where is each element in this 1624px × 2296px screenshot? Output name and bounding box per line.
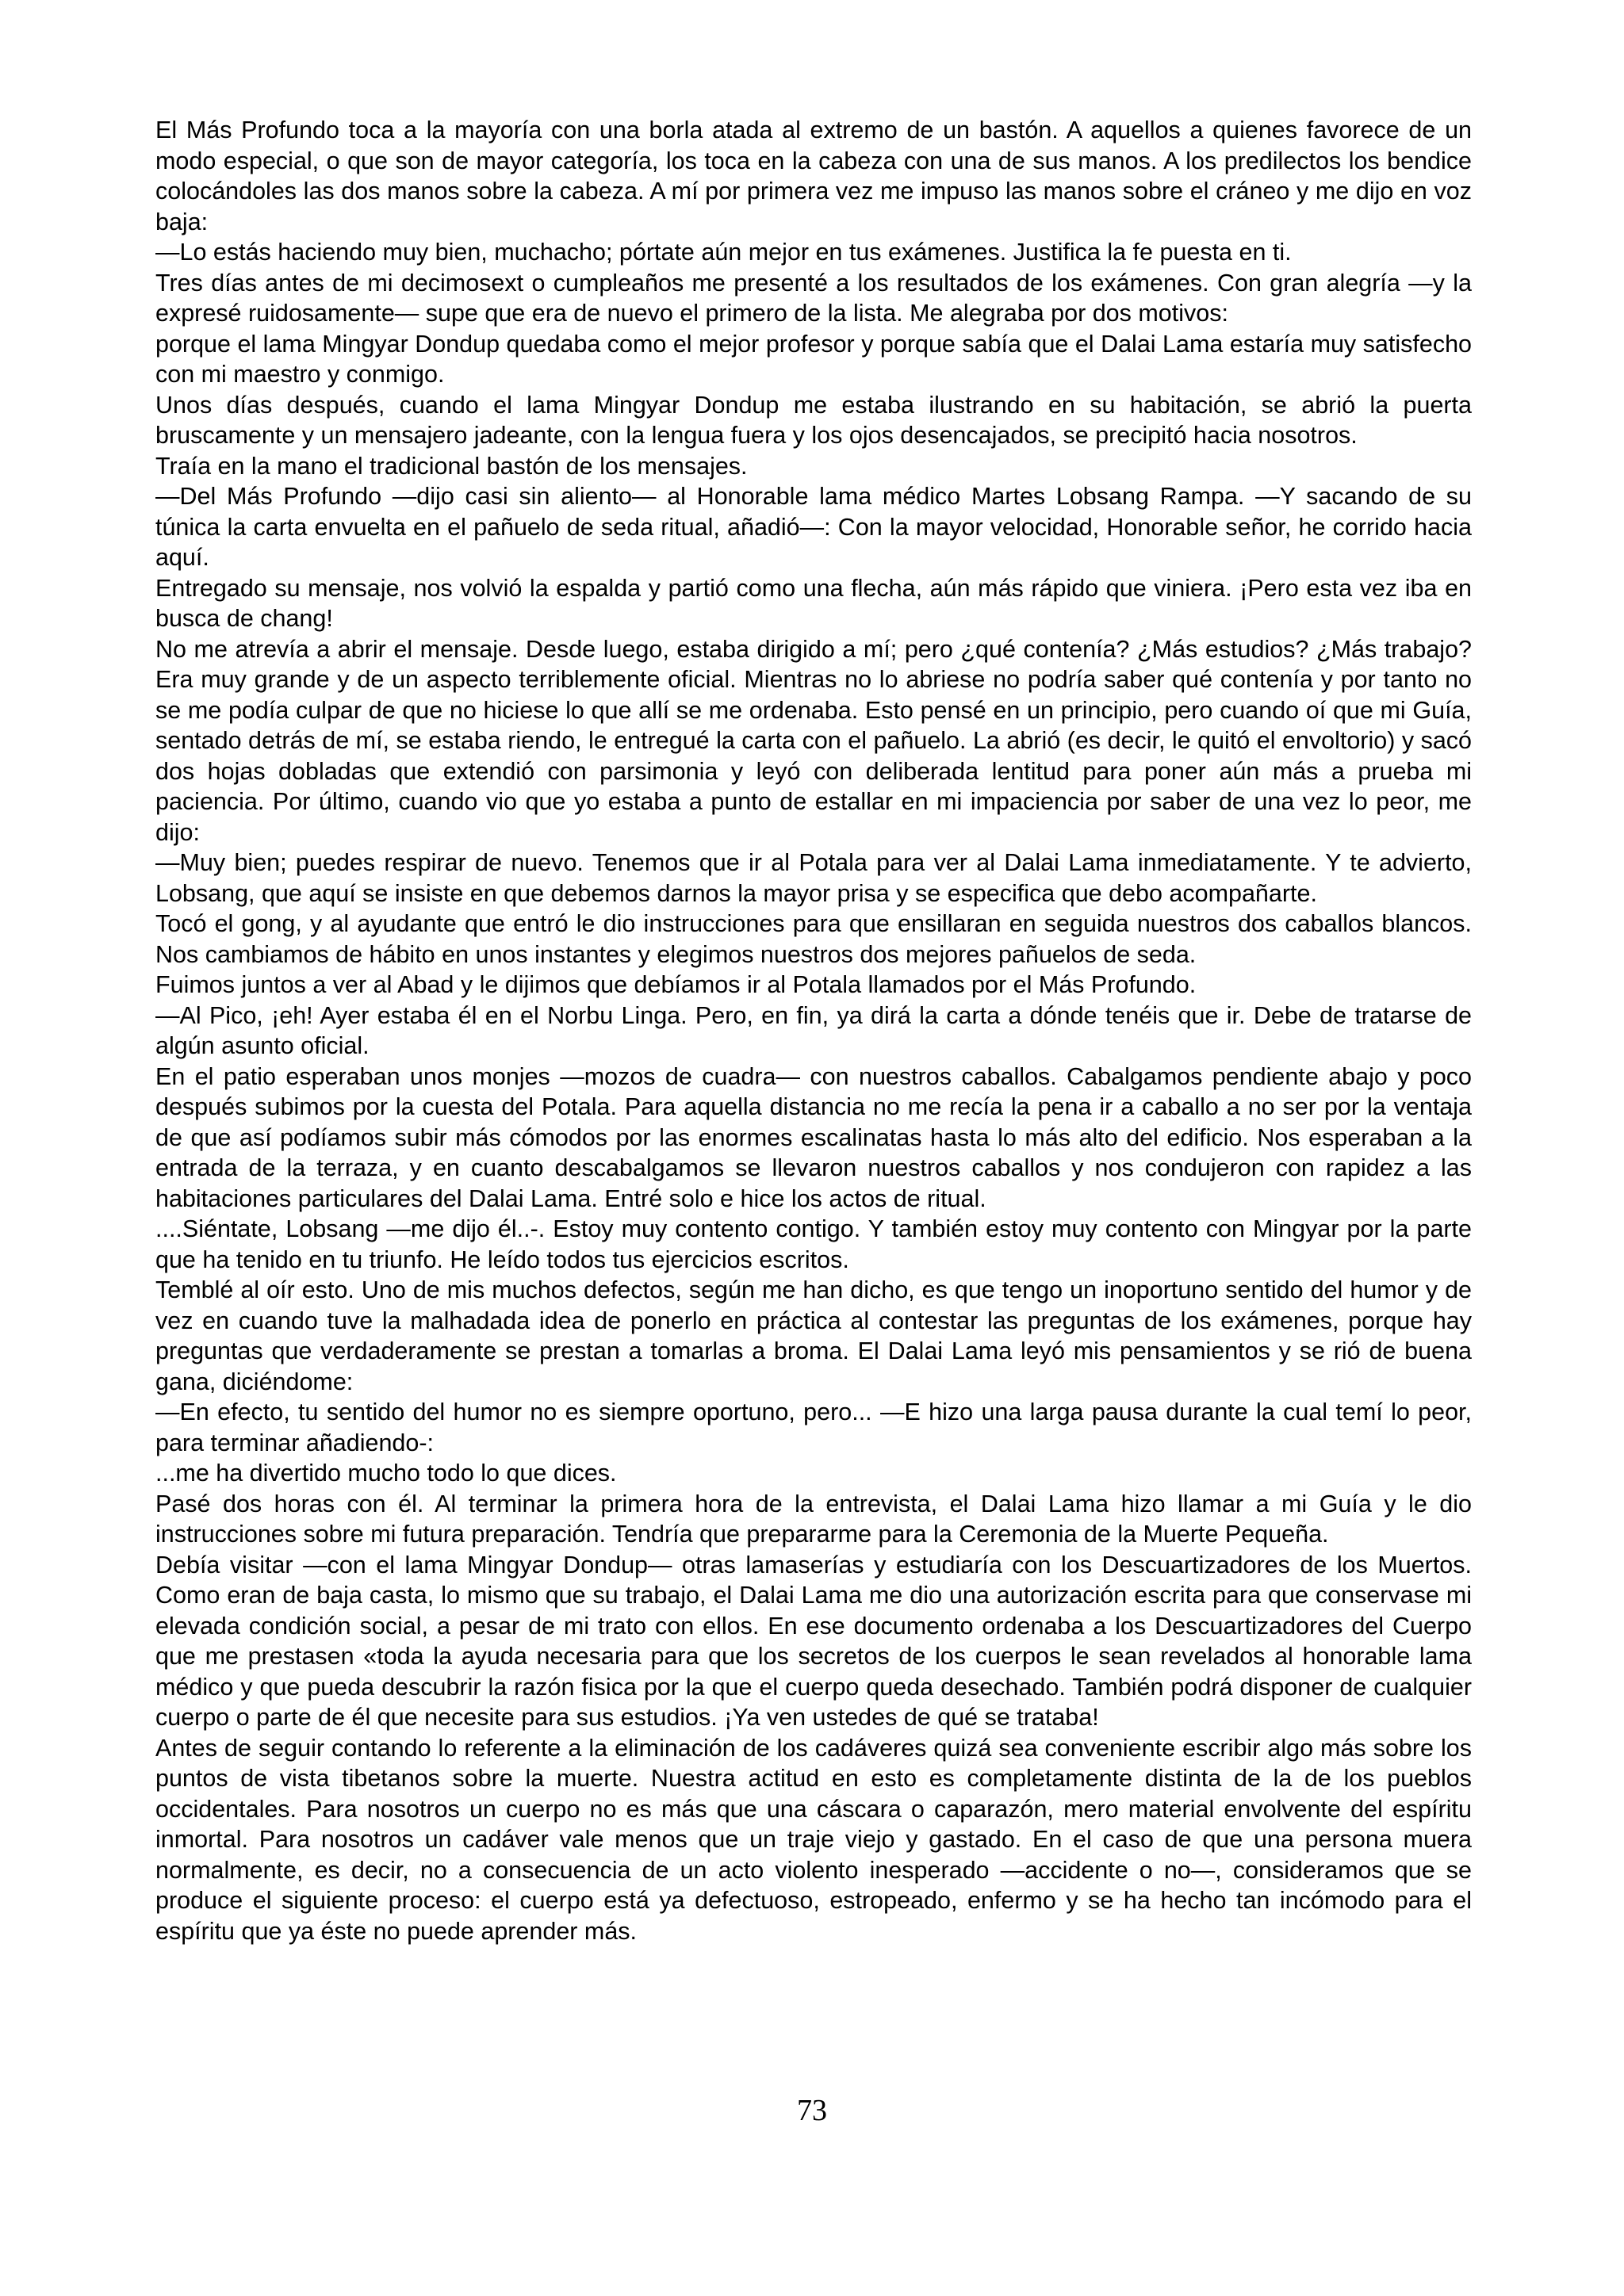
paragraph: —Lo estás haciendo muy bien, muchacho; pórtate aún mejor en tus exámenes. Justifica la fe puesta en ti. bbox=[155, 239, 1292, 266]
paragraph: Tres días antes de mi decimosext o cumpleaños me presenté a los resultados de los exámenes. Con gran alegría —y la expresé ruidosamente— supe que era de nuevo el primero de la lista. Me alegraba por dos motivos: bbox=[155, 269, 1472, 327]
paragraph: Traía en la mano el tradicional bastón de los mensajes. bbox=[155, 452, 748, 480]
paragraph: Tocó el gong, y al ayudante que entró le dio instrucciones para que ensillaran en seguida nuestros dos caballos blancos. Nos cambiamos de hábito en unos instantes y elegimos nuestros dos mejores pañuelos de seda. bbox=[155, 910, 1472, 968]
paragraph: ...me ha divertido mucho todo lo que dices. bbox=[155, 1460, 617, 1487]
paragraph: —Del Más Profundo —dijo casi sin aliento— al Honorable lama médico Martes Lobsang Rampa. —Y sacando de su túnica la carta envuelta en el pañuelo de seda ritual, añadió—: Con la mayor velocidad, Honorable señor, he corrido hacia aquí. bbox=[155, 483, 1472, 571]
paragraph: —Al Pico, ¡eh! Ayer estaba él en el Norbu Linga. Pero, en fin, ya dirá la carta a dónde tenéis que ir. Debe de tratarse de algún asunto oficial. bbox=[155, 1001, 1472, 1059]
paragraph: Pasé dos horas con él. Al terminar la primera hora de la entrevista, el Dalai Lama hizo llamar a mi Guía y le dio instrucciones sobre mi futura preparación. Tendría que prepararme para la Ceremonia de la Muerte Pequeña. bbox=[155, 1490, 1472, 1548]
paragraph: El Más Profundo toca a la mayoría con una borla atada al extremo de un bastón. A aquellos a quienes favorece de un modo especial, o que son de mayor categoría, los toca en la cabeza con una de sus manos. A los predilectos los bendice colocándoles las dos manos sobre la cabeza. A mí por primera vez me impuso las manos sobre el cráneo y me dijo en voz baja: bbox=[155, 117, 1472, 235]
paragraph: Temblé al oír esto. Uno de mis muchos defectos, según me han dicho, es que tengo un inoportuno sentido del humor y de vez en cuando tuve la malhadada idea de ponerlo en práctica al contestar las preguntas de los exámenes, porque hay preguntas que verdaderamente se prestan a tomarlas a broma. El Dalai Lama leyó mis pensamientos y se rió de buena gana, diciéndome: bbox=[155, 1276, 1472, 1395]
paragraph: Debía visitar —con el lama Mingyar Dondup— otras lamaserías y estudiaría con los Descuartizadores de los Muertos. Como eran de baja casta, lo mismo que su trabajo, el Dalai Lama me dio una autorización escrita para que conservase mi elevada condición social, a pesar de mi trato con ellos. En ese documento ordenaba a los Descuartizadores del Cuerpo que me prestasen «toda la ayuda necesaria para que los secretos de los cuerpos le sean revelados al honorable lama médico y que pueda descubrir la razón fisica por la que el cuerpo queda desechado. También podrá disponer de cualquier cuerpo o parte de él que necesite para sus estudios. ¡Ya ven ustedes de qué se trataba! bbox=[155, 1551, 1472, 1731]
paragraph: Fuimos juntos a ver al Abad y le dijimos que debíamos ir al Potala llamados por el Más Profundo. bbox=[155, 971, 1197, 998]
paragraph: —Muy bien; puedes respirar de nuevo. Tenemos que ir al Potala para ver al Dalai Lama inmediatamente. Y te advierto, Lobsang, que aquí se insiste en que debemos darnos la mayor prisa y se especifica que debo acompañarte. bbox=[155, 849, 1472, 907]
paragraph: Entregado su mensaje, nos volvió la espalda y partió como una flecha, aún más rápido que viniera. ¡Pero esta vez iba en busca de chang! bbox=[155, 574, 1472, 632]
body-text bbox=[155, 115, 1472, 1946]
paragraph: porque el lama Mingyar Dondup quedaba como el mejor profesor y porque sabía que el Dalai Lama estaría muy satisfecho con mi maestro y conmigo. bbox=[155, 330, 1472, 388]
paragraph: Antes de seguir contando lo referente a la eliminación de los cadáveres quizá sea conveniente escribir algo más sobre los puntos de vista tibetanos sobre la muerte. Nuestra actitud en esto es completamente distinta de la de los pueblos occidentales. Para nosotros un cuerpo no es más que una cáscara o caparazón, mero material envolvente del espíritu inmortal. Para nosotros un cadáver vale menos que un traje viejo y gastado. En el caso de que una persona muera normalmente, es decir, no a consecuencia de un acto violento inesperado —accidente o no—, consideramos que se produce el siguiente proceso: el cuerpo está ya defectuoso, estropeado, enfermo y se ha hecho tan incómodo para el espíritu que ya éste no puede aprender más. bbox=[155, 1734, 1472, 1945]
paragraph: —En efecto, tu sentido del humor no es siempre oportuno, pero... —E hizo una larga pausa durante la cual temí lo peor, para terminar añadiendo-: bbox=[155, 1399, 1472, 1456]
paragraph: En el patio esperaban unos monjes —mozos de cuadra— con nuestros caballos. Cabalgamos pendiente abajo y poco después subimos por la cuesta del Potala. Para aquella distancia no me recía la pena ir a caballo a no ser por la ventaja de que así podíamos subir más cómodos por las enormes escalinatas hasta lo más alto del edificio. Nos esperaban a la entrada de la terraza, y en cuanto descabalgamos se llevaron nuestros caballos y nos condujeron con rapidez a las habitaciones particulares del Dalai Lama. Entré solo e hice los actos de ritual. bbox=[155, 1062, 1472, 1212]
paragraph: ....Siéntate, Lobsang —me dijo él..-. Estoy muy contento contigo. Y también estoy muy contento con Mingyar por la parte que ha tenido en tu triunfo. He leído todos tus ejercicios escritos. bbox=[155, 1215, 1472, 1273]
page-number: 73 bbox=[797, 2094, 827, 2127]
paragraph: Unos días después, cuando el lama Mingyar Dondup me estaba ilustrando en su habitación, se abrió la puerta bruscamente y un mensajero jadeante, con la lengua fuera y los ojos desencajados, se precipitó hacia nosotros. bbox=[155, 391, 1472, 449]
paragraph: No me atrevía a abrir el mensaje. Desde luego, estaba dirigido a mí; pero ¿qué contenía? ¿Más estudios? ¿Más trabajo? Era muy grande y de un aspecto terriblemente oficial. Mientras no lo abriese no podría saber qué contenía y por tanto no se me podía culpar de que no hiciese lo que allí se me ordenaba. Esto pensé en un principio, pero cuando oí que mi Guía, sentado detrás de mí, se estaba riendo, le entregué la carta con el pañuelo. La abrió (es decir, le quitó el envoltorio) y sacó dos hojas dobladas que extendió con parsimonia y leyó con deliberada lentitud para poner aún más a prueba mi paciencia. Por último, cuando vio que yo estaba a punto de estallar en mi impaciencia por saber de una vez lo peor, me dijo: bbox=[155, 635, 1472, 846]
